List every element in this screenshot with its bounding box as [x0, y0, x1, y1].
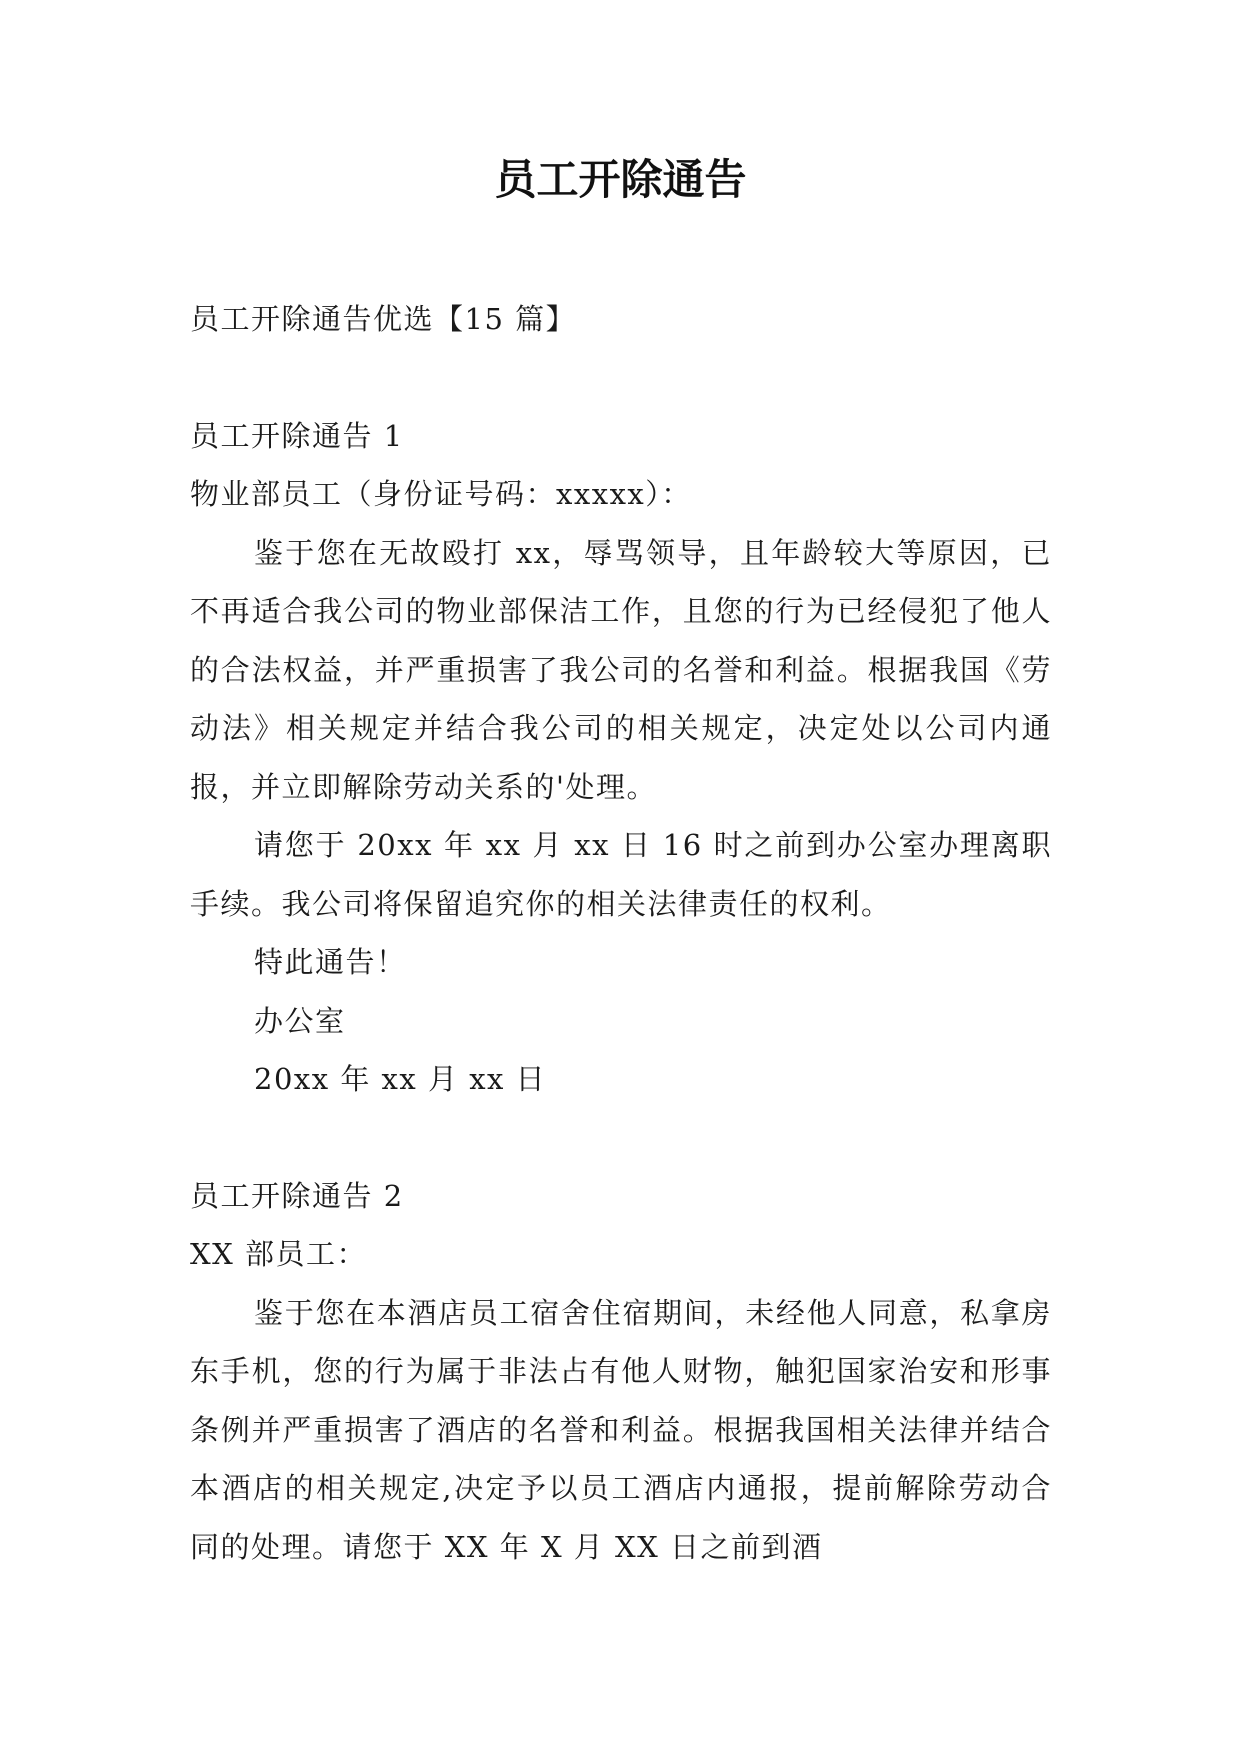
notice-2-paragraph-1: 鉴于您在本酒店员工宿舍住宿期间，未经他人同意，私拿房东手机，您的行为属于非法占有他人财物，触犯国家治安和形事条例并严重损害了酒店的名誉和利益。根据我国相关法律并结合本酒店的相关规定,决定予以员工酒店内通报，提前解除劳动合同的处理。请您于 XX 年 X 月 XX 日之前到酒 — [190, 1295, 1052, 1564]
document-subtitle: 员工开除通告优选【15 篇】 — [190, 302, 577, 336]
notice-2-heading: 员工开除通告 2 — [190, 1178, 404, 1213]
notice-1-closing: 特此通告！ — [254, 945, 407, 979]
document-title: 员工开除通告 — [494, 155, 747, 204]
document-body — [190, 290, 1052, 1576]
notice-1-signature: 办公室 — [254, 1003, 346, 1038]
notice-1-date: 20xx 年 xx 月 xx 日 — [254, 1062, 547, 1096]
notice-1-paragraph-2: 请您于 20xx 年 xx 月 xx 日 16 时之前到办公室办理离职手续。我公司将保留追究你的相关法律责任的权利。 — [190, 828, 1052, 921]
notice-1-paragraph-1: 鉴于您在无故殴打 xx，辱骂领导，且年龄较大等原因，已不再适合我公司的物业部保洁工作，且您的行为已经侵犯了他人的合法权益，并严重损害了我公司的名誉和利益。根据我国《劳动法》相关规定并结合我公司的相关规定，决定处以公司内通报，并立即解除劳动关系的'处理。 — [190, 535, 1052, 804]
notice-1-salutation: 物业部员工（身份证号码：xxxxx）： — [190, 477, 692, 511]
notice-1-heading: 员工开除通告 1 — [190, 418, 404, 453]
notice-2-salutation: XX 部员工： — [190, 1237, 368, 1271]
